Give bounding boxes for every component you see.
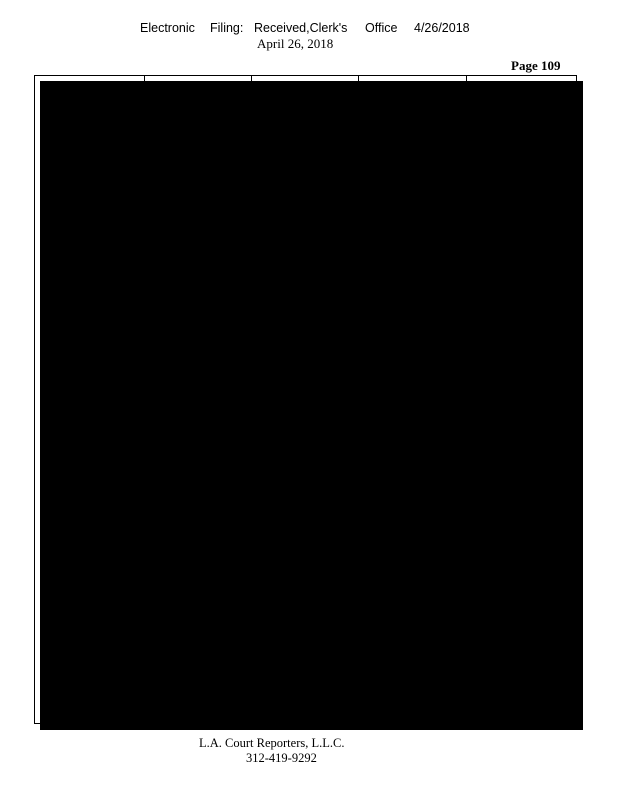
index-entry-line: toxicity 16:5 bbox=[363, 195, 416, 207]
index-entry-line: 53:12,14 63:12 bbox=[159, 393, 248, 405]
index-entry-line: Thanks 30:2 40:20 bbox=[41, 530, 139, 542]
index-entry-line: 62:23 74:21 75:6 bbox=[265, 96, 354, 108]
index-entry-line: 54:9 55:24 57:21 bbox=[159, 183, 248, 195]
index-entry-line: 29:21,22 34:13,14 bbox=[50, 319, 139, 331]
index-entry-line: times 11:20 15:20 bbox=[256, 145, 354, 157]
index-entry-line: true 15:14 39:6 bbox=[363, 505, 427, 517]
header-date-line: April 26, 2018 bbox=[257, 36, 334, 51]
index-entry-line: transcripts 6:19 bbox=[363, 307, 428, 319]
index-entry-line: unload 80:18 bbox=[471, 616, 526, 628]
index-column-1 bbox=[41, 84, 139, 642]
index-entry-line: 65:4 66:18 70:6 bbox=[265, 319, 354, 331]
index-entry-line: thinking 26:18 bbox=[150, 245, 211, 257]
index-entry-line: told 64:1 89:1 bbox=[256, 492, 315, 504]
index-entry-line: 14:23 18:11,16 bbox=[265, 207, 354, 219]
index-entry-line: trip 60:6 bbox=[363, 468, 399, 480]
index-entry-line: 52:13 bbox=[159, 418, 183, 430]
index-entry-line: unfortunate 72:2 bbox=[471, 517, 569, 529]
index-entry-line: 35:9 36:16 38:6 bbox=[159, 455, 248, 467]
index-entry-line: unconscionable bbox=[471, 319, 536, 331]
index-entry-line: 58:9 bbox=[50, 96, 69, 108]
index-entry-line: total 15:7 bbox=[363, 108, 403, 120]
index-entry-line: 86:11,13 87:6,20 bbox=[265, 121, 354, 133]
index-entry-line: topics 78:1 bbox=[363, 84, 409, 95]
index-entry-line: trust 11:17 12:23 bbox=[363, 542, 461, 554]
index-entry-line: treat 63:21 bbox=[363, 381, 408, 393]
column-divider bbox=[358, 76, 359, 723]
index-entry-line: unacceptable 68:8 bbox=[471, 269, 569, 281]
index-entry-line: 85:10 90:14 bbox=[265, 480, 354, 492]
index-entry-line: testified 26:6 59:8 bbox=[41, 158, 139, 170]
index-entry-line: 45:15 50:21 55:3 bbox=[265, 430, 354, 442]
index-entry-line: 55:4 75:20 84:5 bbox=[50, 604, 139, 616]
index-entry-line: 46:19 bbox=[480, 331, 504, 343]
index-entry-line: Thursday 73:11 bbox=[150, 517, 216, 529]
index-entry-line: three 8:1 11:20 bbox=[150, 443, 213, 455]
index-entry-line: 68:9 69:11 bbox=[480, 282, 569, 294]
index-entry-line: 16:16 18:9,21 bbox=[480, 381, 569, 393]
index-entry-line: 17:2,11 31:3,7 bbox=[159, 145, 248, 157]
index-entry-line: 72:9 74:8 75:16 bbox=[159, 84, 248, 95]
index-entry-line: touched 85:12 bbox=[363, 121, 423, 133]
index-entry-line: 58:22 60:16 62:6 bbox=[265, 307, 354, 319]
index-entry-line: 10:23 11:9 13:9 bbox=[50, 269, 139, 281]
index-entry-line: they'd 17:13 81:12 bbox=[41, 554, 139, 566]
index-entry-line: 59:23 60:21 62:5 bbox=[50, 418, 139, 430]
index-entry-line: threatening 36:21 bbox=[150, 381, 224, 393]
index-entry-line: 75:17 77:9,12 bbox=[159, 96, 248, 108]
index-entry-line: Township 54:18 bbox=[363, 145, 431, 157]
index-entry-line: underlying 31:13 bbox=[471, 418, 543, 430]
index-entry-line: testify 60:7 bbox=[41, 170, 89, 182]
index-entry-line: 44:3,22 47:18 bbox=[159, 170, 248, 182]
index-entry-line: tighter 53:4 bbox=[150, 530, 199, 542]
index-entry-line: unfathomable 50:4 bbox=[471, 505, 569, 517]
index-entry-line: 38:18 40:11 43:15 bbox=[159, 592, 248, 604]
index-entry-line: transfer 53:7 bbox=[363, 319, 416, 331]
index-entry-line: 30:4 bbox=[372, 245, 391, 257]
index-entry-line: 26:21 bbox=[480, 406, 504, 418]
index-entry-line: 38:17,22 43:7 bbox=[159, 158, 248, 170]
index-entry-line: terminology-wise bbox=[41, 84, 115, 95]
header-filing: Filing: bbox=[210, 21, 244, 35]
index-entry-line: Thompson 2:2 bbox=[150, 294, 211, 306]
index-entry-line: 27:9 29:15,22 bbox=[265, 232, 354, 244]
index-entry-line: 43:4,17 49:15 bbox=[159, 468, 248, 480]
index-entry-line: 92:9 bbox=[372, 517, 391, 529]
page-number: Page 109 bbox=[511, 58, 561, 73]
index-entry-line: ultimately 80:21 bbox=[471, 245, 540, 257]
index-entry-line: typical 12:12 bbox=[471, 195, 526, 207]
index-entry-line: 47:9 50:14,21 bbox=[159, 616, 248, 628]
index-entry-line: threats 30:21 bbox=[150, 430, 204, 442]
index-entry-line: 48:11 51:15 54:4 bbox=[265, 269, 354, 281]
index-entry-line: try 39:4 49:1 77:12 bbox=[363, 567, 461, 579]
index-entry-line: 89:4,15 90:23,24 bbox=[265, 133, 354, 145]
index-entry-line: 60:5 bbox=[372, 406, 391, 418]
index-entry-line: turnout 88:7 bbox=[363, 629, 415, 641]
index-entry-line: Toni 3:4 11:2,4 bbox=[256, 554, 320, 566]
index-entry-line: 59:7,18,23 64:23 bbox=[265, 443, 354, 455]
index-entry-line: 32:19 35:7 bbox=[480, 542, 569, 554]
index-entry-line: 87:13,14,21 88:1 bbox=[50, 492, 139, 504]
index-entry-line: 66:13 71:6 72:9 bbox=[480, 443, 569, 455]
index-entry-line: 54:7,12 55:21 bbox=[265, 282, 354, 294]
index-entry-line: 16:17 18:12 26:17 bbox=[159, 567, 248, 579]
index-entry-line: understood 81:4 bbox=[471, 480, 539, 492]
index-entry-line: threat 53:15 bbox=[150, 368, 200, 380]
index-entry-line: 84:20 bbox=[50, 616, 74, 628]
word-index-box bbox=[34, 75, 577, 724]
index-entry-line: 82:3 83:1,5 84:22 bbox=[265, 344, 354, 356]
index-entry-line: 55:20,21 56:21 bbox=[50, 393, 139, 405]
index-entry-line: underhanded bbox=[471, 393, 525, 405]
header-date: 4/26/2018 bbox=[414, 21, 470, 35]
index-column-5 bbox=[471, 84, 569, 642]
index-entry-line: 65:22 66:5 76:15 bbox=[159, 195, 248, 207]
index-entry-line: 27:8 29:8 34:3 bbox=[50, 579, 139, 591]
index-entry-line: umbrella 74:23 bbox=[471, 257, 535, 269]
index-entry-line: 49:13 52:12 53:11 bbox=[480, 158, 569, 170]
index-entry-line: town 33:16 bbox=[363, 133, 411, 145]
index-entry-line: Texas-based 14:16 bbox=[41, 245, 139, 257]
index-entry-line: undo 78:20 bbox=[471, 492, 519, 504]
index-entry-line: 89:22 bbox=[265, 592, 289, 604]
index-entry-line: 70:5 bbox=[50, 195, 69, 207]
index-entry-line: 19:23 25:11 36:11 bbox=[265, 393, 354, 405]
index-entry-line: 82:13 84:12,17 bbox=[159, 207, 248, 219]
column-divider bbox=[466, 76, 467, 723]
index-entry-line: 56:2,22 57:2 bbox=[265, 294, 354, 306]
index-entry-line: unnatural 42:18 bbox=[471, 629, 537, 641]
index-entry-line: tomorrow 88:21 bbox=[256, 505, 324, 517]
index-entry-line: 66:8 bbox=[159, 282, 178, 294]
index-entry-line: throw-away 21:8 bbox=[150, 505, 221, 517]
index-column-4 bbox=[363, 84, 461, 642]
index-entry-line: underground bbox=[471, 368, 524, 380]
header-electronic: Electronic bbox=[140, 21, 195, 35]
index-entry-line: traveled 87:24 bbox=[363, 368, 423, 380]
index-entry-line: 59:15 65:13 67:11 bbox=[480, 170, 569, 182]
index-entry-line: thank 7:19 10:13 bbox=[41, 257, 139, 269]
index-entry-line: 82:2,3,6,24 83:1,5 bbox=[50, 468, 139, 480]
index-entry-line: tragedy 15:16 bbox=[363, 257, 421, 269]
index-entry-line: 22:6 40:14 bbox=[372, 554, 461, 566]
index-entry-line: time 6:2,7,9,22 7:19 bbox=[150, 542, 248, 554]
index-column-2 bbox=[150, 84, 248, 642]
index-entry-line: 85:8,9 86:2 88:18 bbox=[159, 220, 248, 232]
index-entry-line: 63:19,23 68:4 bbox=[50, 232, 139, 244]
index-entry-line: thousands 35:14 bbox=[150, 344, 218, 356]
header-received: Received,Clerk's bbox=[254, 21, 348, 35]
index-column-3 bbox=[256, 84, 354, 642]
index-entry-line: 44:11,11 50:6 bbox=[50, 220, 139, 232]
index-entry-line: transitioned 68:15 bbox=[363, 331, 439, 343]
index-entry-line: 40:21 41:6,23 bbox=[265, 418, 354, 430]
index-entry-line: 35:9 70:13 84:15 bbox=[265, 158, 354, 170]
index-entry-line: thinks 90:7 bbox=[150, 257, 197, 269]
index-entry-line: 83:16,19 bbox=[159, 108, 196, 120]
column-divider bbox=[251, 76, 252, 723]
index-entry-line: 51:15 54:3,14,18 bbox=[50, 381, 139, 393]
index-entry-line: 37:6 39:24 40:9 bbox=[265, 406, 354, 418]
index-entry-line: Tompkins 3:16 bbox=[256, 530, 319, 542]
index-entry-line: unlined 12:8 bbox=[471, 604, 524, 616]
index-entry-line: Tribune 14:11 27:2 bbox=[363, 430, 461, 442]
index-entry-line: 37:13 65:24 bbox=[372, 443, 461, 455]
index-entry-line: 7:20 10:13 13:9 bbox=[159, 554, 248, 566]
index-entry-line: 45:8 47:5,12 48:9 bbox=[265, 257, 354, 269]
index-entry-line: third 23:1 63:13 bbox=[150, 269, 248, 281]
index-entry-line: tonight 5:20 6:5 bbox=[256, 567, 354, 579]
index-entry-line: threatens 17:4 bbox=[150, 406, 209, 418]
index-entry-line: 68:18 bbox=[372, 356, 396, 368]
index-entry-line: United 13:5 63:7 bbox=[471, 567, 569, 579]
footer-company: L.A. Court Reporters, L.L.C. bbox=[199, 736, 345, 750]
index-entry-line: 75:9 78:9 80:6 bbox=[265, 455, 354, 467]
index-entry-line: 92:9 bbox=[372, 294, 391, 306]
index-entry-line: Unit 5:19 bbox=[471, 554, 511, 566]
index-entry-line: transcript 1:10 bbox=[363, 282, 424, 294]
index-entry-line: Tipsord 1:11 2:5 bbox=[256, 170, 354, 182]
index-entry-line: 88:21 bbox=[372, 579, 396, 591]
index-entry-line: 34:14 39:11 40:22 bbox=[265, 245, 354, 257]
index-entry-line: tried 10:3 45:1 51:7 bbox=[363, 455, 461, 467]
index-entry-line: 57:1,2 58:22 bbox=[50, 406, 139, 418]
index-entry-line: uncertainty 85:13 bbox=[471, 294, 545, 306]
index-entry-line: 82:13 bbox=[50, 121, 74, 133]
index-entry-line: tons 68:17,17 bbox=[256, 616, 313, 628]
index-entry-line: 40:22 43:19 45:7 bbox=[50, 344, 139, 356]
index-entry-line: 75:7 76:18 79:19 bbox=[265, 331, 354, 343]
index-entry-line: 19:16,17 22:13,14 bbox=[50, 294, 139, 306]
index-entry-line: trying 14:3 25:22 bbox=[363, 592, 461, 604]
index-entry-line: tri-county 10:22 bbox=[363, 418, 431, 430]
index-entry-line: 71:11 75:15 88:24 bbox=[480, 183, 569, 195]
index-entry-line: 43:20,20 44:20 bbox=[159, 604, 248, 616]
index-entry-line: 41:10,12,18 42:8 bbox=[372, 170, 461, 182]
index-entry-line: 83:8,9 84:1 bbox=[372, 492, 461, 504]
index-entry-line: U bbox=[516, 220, 524, 232]
index-entry-line: today 7:20 12:20 bbox=[256, 381, 354, 393]
index-entry-line: turn 66:7 bbox=[363, 616, 401, 628]
index-entry-line: understanding bbox=[471, 455, 530, 467]
index-entry-line: 10:15,18 13:2 bbox=[159, 133, 248, 145]
index-entry-line: 12:22 17:20 18:14 bbox=[480, 121, 569, 133]
index-entry-line: 88:22 89:8 bbox=[265, 368, 354, 380]
index-entry-line: three-hour 10:7 bbox=[150, 492, 215, 504]
index-entry-line: tems 16:3 24:8 bbox=[41, 108, 139, 120]
index-entry-line: 88:4,15,16 89:19 bbox=[50, 505, 139, 517]
index-entry-line: 72:24 81:8 bbox=[480, 468, 569, 480]
index-entry-line bbox=[471, 208, 569, 220]
index-entry-line: two 9:17,21,23 10:5 bbox=[471, 108, 569, 120]
index-entry-line: twice 55:23 66:1 bbox=[471, 84, 569, 95]
index-entry-line: track 6:6 bbox=[363, 220, 400, 232]
index-entry-line: 62:9 82:7 88:7 bbox=[265, 579, 354, 591]
index-entry-line: under-the-table bbox=[471, 344, 535, 356]
index-entry-line: 18:17 19:5 26:18 bbox=[480, 133, 569, 145]
index-entry-line: thousand 62:15 bbox=[150, 319, 214, 331]
index-entry-line: thing 6:18 7:24 bbox=[41, 567, 139, 579]
index-entry-line: 90:18 bbox=[265, 517, 289, 529]
index-entry-line: tornado 10:4 bbox=[363, 96, 416, 108]
index-entry-line: 81:10 84:6 85:7 bbox=[265, 468, 354, 480]
index-entry-line: 34:20 37:4,24 bbox=[50, 331, 139, 343]
index-entry-line: 38:1 44:14 bbox=[372, 604, 461, 616]
index-entry-line: terrifying 8:12,13 bbox=[41, 145, 115, 157]
index-entry-line: Tracy 3:11 29:23 bbox=[363, 232, 461, 244]
index-entry-line: 70:4,6,8,10 75:1,7 bbox=[50, 443, 139, 455]
index-entry-line: 37:17 39:9 53:23 bbox=[50, 592, 139, 604]
index-entry-line: 28:1 34:23 37:4 bbox=[159, 579, 248, 591]
index-entry-line: 53:24 54:5,20 bbox=[159, 629, 248, 641]
index-entry-line: 3:2 5:1,5 10:14,18 bbox=[265, 183, 354, 195]
index-entry-line: 62:6,8 65:3 66:17 bbox=[50, 430, 139, 442]
index-entry-line: 10:23 11:6 13:10 bbox=[265, 195, 354, 207]
footer-phone: 312-419-9292 bbox=[246, 751, 317, 765]
index-entry-line: 19:17 22:14 25:8 bbox=[265, 220, 354, 232]
index-entry-line: 85:6 bbox=[159, 331, 178, 343]
index-entry-line: unfortunately bbox=[471, 530, 527, 542]
index-entry-line: 14:22,23 15:7 bbox=[50, 282, 139, 294]
index-entry-line: 52:8 63:18 71:5 bbox=[159, 480, 248, 492]
index-entry-line: 26:24 bbox=[480, 356, 504, 368]
index-entry-line: 86:12 87:14 88:16 bbox=[265, 356, 354, 368]
index-entry-line: transitioning 68:12 bbox=[363, 344, 442, 356]
index-entry-line: 29:19 36:6 41:11 bbox=[480, 145, 569, 157]
index-entry-line: therapist 58:9 bbox=[41, 542, 98, 554]
index-entry-line: 47:6,10,14 48:10 bbox=[265, 542, 354, 554]
index-entry-line: U.S 35:7 bbox=[471, 232, 508, 244]
index-entry-line: 61:3,8,14 bbox=[372, 183, 412, 195]
index-entry-line: toxins 8:7,8 bbox=[363, 207, 413, 219]
index-entry-line: 25:5,8,10 27:9 bbox=[50, 307, 139, 319]
index-entry-line: toxic 8:6 36:12 bbox=[363, 158, 426, 170]
index-entry-line: 90:24 91:2 bbox=[50, 517, 139, 529]
index-entry-line: Trudeau 4:10 83:7 bbox=[363, 480, 461, 492]
index-entry-line: top 47:18 bbox=[256, 629, 296, 641]
header-office: Office bbox=[365, 21, 398, 35]
index-entry-line: testimony 32:1 bbox=[41, 183, 104, 195]
index-entry-line: thought 83:14 bbox=[150, 307, 209, 319]
column-divider bbox=[144, 76, 145, 723]
index-entry-line: 89:6 bbox=[159, 232, 178, 244]
index-entry-line: 74:16 bbox=[480, 96, 504, 108]
index-entry-line: trajectory 43:18 bbox=[363, 269, 430, 281]
index-entry-line: 76:24 84:12,18 bbox=[265, 108, 354, 120]
index-entry-line: 77:19 79:18,19 bbox=[50, 455, 139, 467]
index-entry-line: 55:5 56:12 62:21 bbox=[265, 84, 354, 95]
index-entry-line: things 44:22 58:16 bbox=[41, 629, 139, 641]
index-entry-line: terrible 9:24 bbox=[41, 133, 93, 145]
index-entry-line: unjustified 71:7 bbox=[471, 592, 537, 604]
index-entry-line: 48:8,9 49:4 51:14 bbox=[50, 368, 139, 380]
index-entry-line: 41:24 61:24 87:3 bbox=[159, 356, 248, 368]
index-entry-line: 45:8 47:1,4,12,12 bbox=[50, 356, 139, 368]
index-entry-line: think 8:18,21 10:8 bbox=[150, 121, 248, 133]
index-entry-line: unclear 80:8 bbox=[471, 307, 523, 319]
index-entry-line: treatment 59:5 bbox=[363, 393, 424, 405]
index-entry-line: truly 27:1 bbox=[363, 530, 404, 542]
index-entry-line: understand 55:7 bbox=[471, 430, 569, 442]
index-entry-line: Texas 15:17 44:5,9 bbox=[41, 207, 139, 219]
index-entry-line: 84:21 86:11,12 bbox=[50, 480, 139, 492]
index-entry-line: tonnage 32:16 33:9 bbox=[256, 604, 354, 616]
index-entry-line: University 59:14 bbox=[471, 579, 542, 591]
